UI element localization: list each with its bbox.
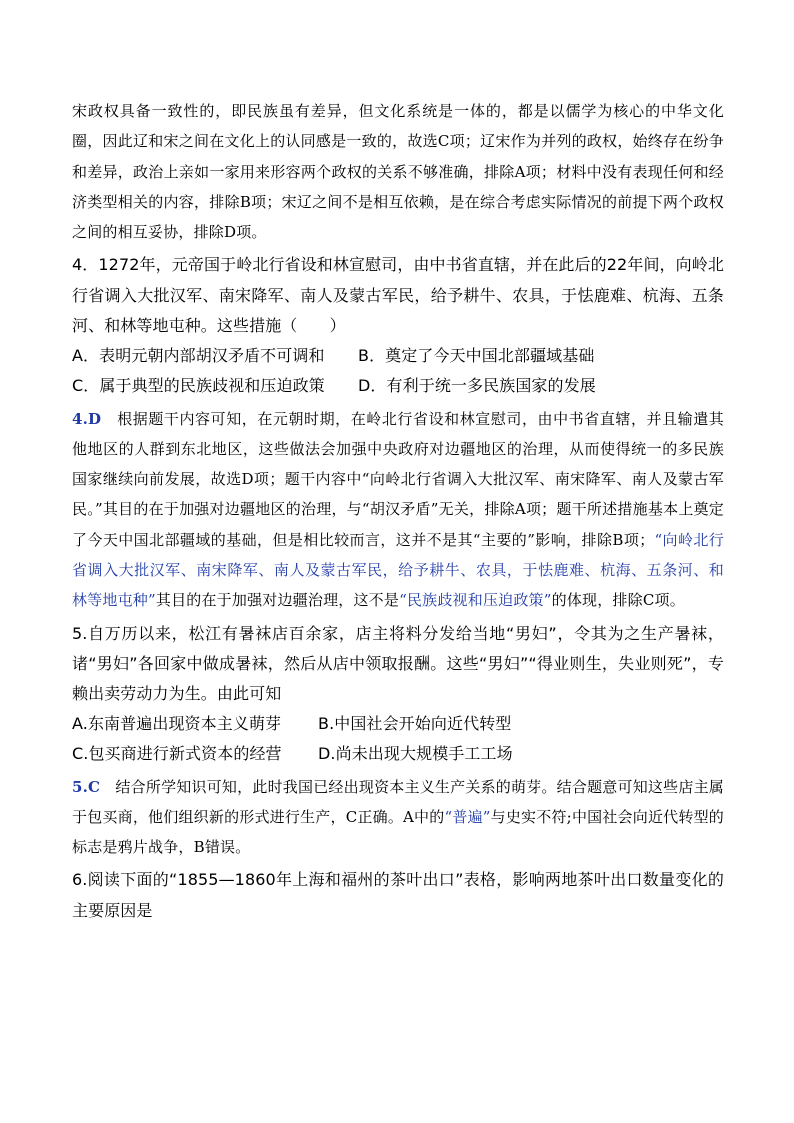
- answer-5: [72, 772, 724, 863]
- answer-3-continuation: 宋政权具备一致性的，即民族虽有差异，但文化系统是一体的，都是以儒学为核心的中华文化圈，因此辽和宋之间在文化上的认同感是一致的，故选C项；辽宋作为并列的政权，始终存在纷争和差异，政治上亲如一家用来形容两个政权的关系不够准确，排除A项；材料中没有表现任何和经济类型相关的内容，排除B项；宋辽之间不是相互依赖，是在综合考虑实际情况的前提下两个政权之间的相互妥协，排除D项。: [72, 102, 724, 242]
- answer-4-text-3: 的体现，排除C项。: [551, 591, 685, 610]
- question-4-options-row-2: [72, 371, 724, 401]
- question-5-option-c: C.包买商进行新式资本的经营: [72, 744, 282, 764]
- question-4-option-d: D．有利于统一多民族国家的发展: [358, 376, 596, 396]
- question-4-stem: 4．1272年，元帝国于岭北行省设和林宣慰司，由中书省直辖，并在此后的22年间，向岭北行省调入大批汉军、南宋降军、南人及蒙古军民，给予耕牛、农具，于怯鹿难、杭海、五条河、和林等地屯种。这些措施（ ）: [72, 255, 724, 335]
- answer-5-text-1: 结合所学知识可知，此时我国已经出现资本主义生产关系的萌芽。结合题意可知这些店主属于包买商，他们组织新的形式进行生产，C正确。A中的: [72, 777, 724, 826]
- answer-4-text-2: 其目的在于加强对边疆治理，这不是: [155, 591, 400, 610]
- question-5-options-row-2: [72, 739, 724, 769]
- question-5-stem: 5.自万历以来，松江有暑袜店百余家，店主将料分发给当地“男妇”，令其为之生产暑袜，诸“男妇”各回家中做成暑袜，然后从店中领取报酬。这些“男妇”“得业则生，失业则死”，专赖出卖劳动力为生。由此可知: [72, 623, 724, 703]
- question-6-stem: 6.阅读下面的“1855—1860年上海和福州的茶叶出口”表格，影响两地茶叶出口数量变化的主要原因是: [72, 870, 724, 920]
- answer-5-quote: “普遍”: [444, 807, 491, 826]
- question-5-option-a: A.东南普遍出现资本主义萌芽: [72, 714, 282, 734]
- answer-5-number: 5.C: [72, 777, 101, 796]
- answer-5-text-2: 与史实不符;中国社会向近代转型的标志是鸦片战争，B错误。: [72, 807, 724, 857]
- question-4-option-b: B．奠定了今天中国北部疆域基础: [358, 346, 595, 366]
- answer-4-text-1: 根据题干内容可知，在元朝时期，在岭北行省设和林宣慰司，由中书省直辖，并且输遣其他地区的人群到东北地区，这些做法会加强中央政府对边疆地区的治理，从而使得统一的多民族国家继续向前发展，故选D项；题干内容中“向岭北行省调入大批汉军、南宋降军、南人及蒙古军民。”其目的在于加强对边疆地区的治理，与“胡汉矛盾”无关，排除A项；题干所述措施基本上奠定了今天中国北部疆域的基础，但是相比较而言，这并不是其“主要的”影响，排除B项；: [72, 409, 724, 549]
- question-5-option-d: D.尚未出现大规模手工工场: [318, 744, 513, 764]
- question-4-option-a: A．表明元朝内部胡汉矛盾不可调和: [72, 346, 325, 366]
- answer-4-quote-2: “民族歧视和压迫政策”: [399, 591, 552, 610]
- question-4-options-row-1: [72, 341, 724, 371]
- question-4-option-c: C．属于典型的民族歧视和压迫政策: [72, 376, 325, 396]
- answer-4-number: 4.D: [72, 409, 102, 428]
- question-5-option-b: B.中国社会开始向近代转型: [318, 714, 512, 734]
- page-content: [72, 96, 724, 926]
- answer-4: [72, 404, 724, 616]
- question-5-options-row-1: [72, 709, 724, 739]
- answer-4-quote: “向岭北行省调入大批汉军、南宋降军、南人及蒙古军民，给予耕牛、农具，于怯鹿难、杭海、五条河、和林等地屯种”: [72, 530, 724, 610]
